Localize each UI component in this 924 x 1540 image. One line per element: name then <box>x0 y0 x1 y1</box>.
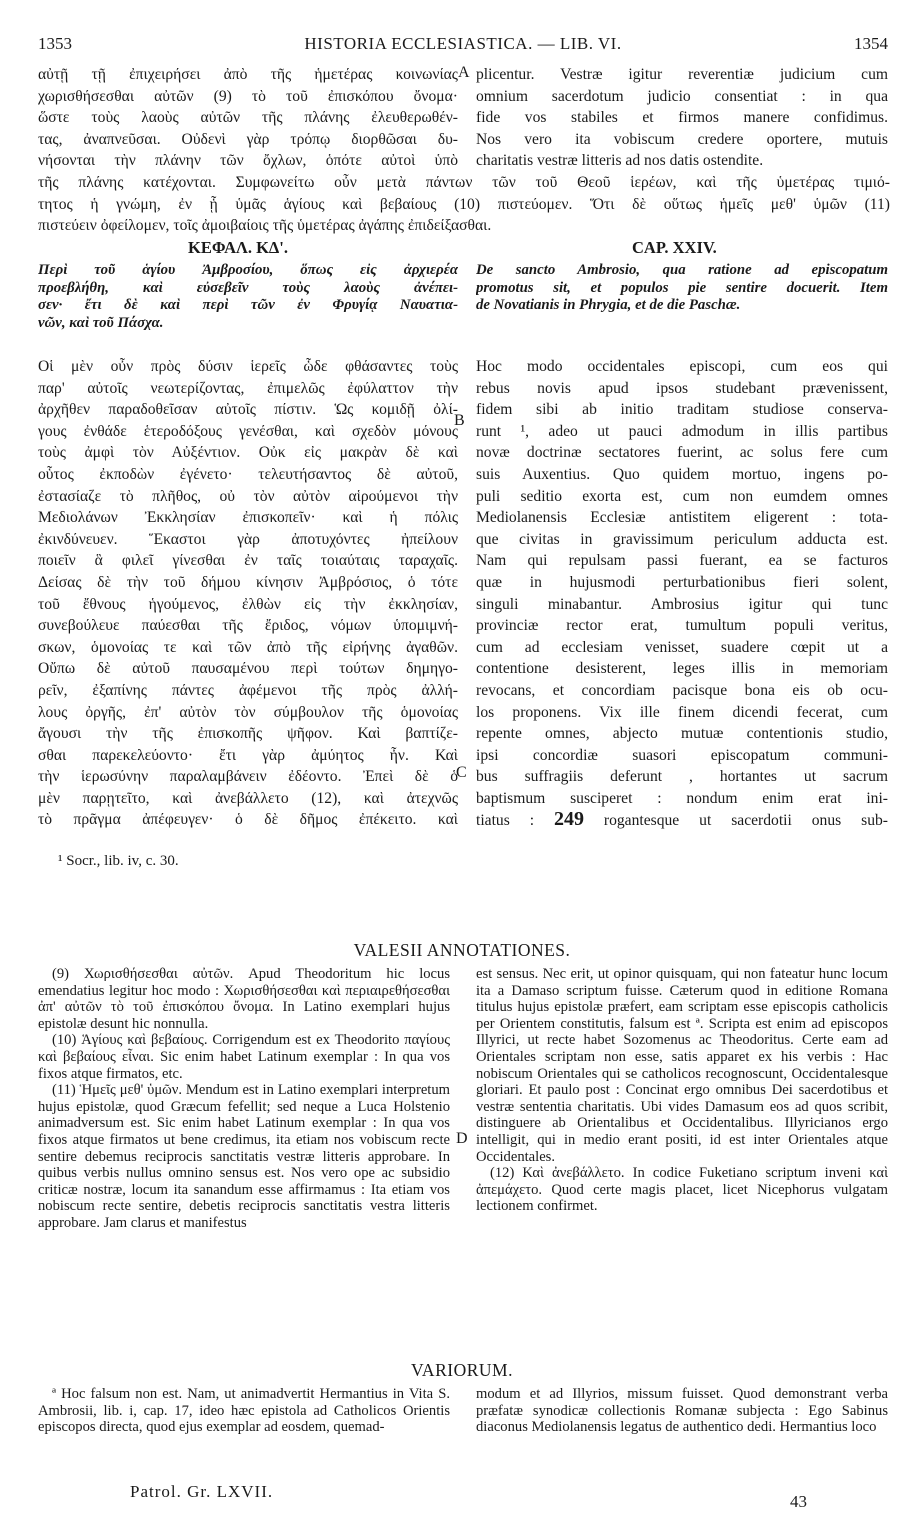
latin-line: Nos vero ita vobiscum credere oportere, mutuis <box>476 130 888 148</box>
footnote: ¹ Socr., lib. iv, c. 30. <box>58 853 179 869</box>
annotation-note: (11) Ἡμεῖς μεθ' ὑμῶν. Mendum est in Latino exemplari interpretum hujus epistolæ, quod Græcum fefellit; sed neque a Luca Holstenio animadversum est. Sic enim habet Latinum exemplar : In qua vos fixos atque firmatos ut bene credimus, ita etiam nos vobiscum recte sentire debemus reciprocis sanctitatis vestræ litteris approbare. In quibus verbis nullus omnino sensus est. Nos vero ope ac subsidio criticæ nostræ, locum ita sanandum esse affirmamus : Ita etiam vos nobiscum recte sentire, debetis reciprocis sanctitatis vestra litteris approbare. Jam clarus et manifestus <box>38 1082 450 1231</box>
variorum-title: VARIORUM. <box>411 1360 513 1380</box>
latin-line: baptismum susciperet : nondum enim erat ini- <box>476 789 888 807</box>
summary-line: σεν· ἔτι δὲ καὶ περὶ τῶν ἐν Φρυγίᾳ Ναυατια- <box>38 297 458 313</box>
latin-line: rebus novis apud ipsos studebant prævenissent, <box>476 379 888 397</box>
greek-body <box>38 356 458 831</box>
latin-line: que civitas in gravissimum periculum adducta est. <box>476 530 888 548</box>
greek-summary <box>38 262 458 332</box>
latin-line: runt ¹, adeo ut pauci admodum in illis partibus <box>476 422 888 440</box>
greek-line: οὗτος ἐκποδὼν ἐγένετο· τελευτήσαντος δὲ αὐτοῦ, <box>38 465 458 483</box>
greek-line: λους ὀργῆς, ἐπ' αὐτὸν τὸν σύμβουλον τῆς ὁμονοίας <box>38 703 458 721</box>
latin-line: cum ad ecclesiam venisset, suadere cœpit ut a <box>476 638 888 656</box>
summary-line: Περὶ τοῦ ἁγίου Ἀμβροσίου, ὅπως εἰς ἀρχιερέα <box>38 262 458 278</box>
greek-line: τὴν ἱερωσύνην παραλαμβάνειν ἐδέοντο. Ἐπεὶ δὲ ὁ <box>38 768 458 786</box>
greek-line: νήσονται τὴν πλάνην τῶν ὄχλων, ὁπότε αὐτοὶ ὑπὸ <box>38 152 458 170</box>
right-column-number: 1354 <box>854 34 888 53</box>
greek-line: ἐστασίαζε τὸ πλῆθος, οὐ τὸν αὐτὸν αἱρούμενοι τὴν <box>38 487 458 505</box>
greek-line: ἀρχῆθεν παραδοθεῖσαν αὐτοῖς πίστιν. Ὡς κομιδῇ ὀλί- <box>38 401 458 419</box>
greek-line: γους ἐνθάδε ἑτεροδόξους γενέσθαι, καὶ σχεδὸν μόνους <box>38 422 458 440</box>
latin-line-end: rogantesque ut sacerdotii onus sub- <box>583 812 888 830</box>
latin-chapter-title: CAP. XXIV. <box>632 238 717 257</box>
greek-line: τῆς πλάνης κατέχονται. Συμφωνείτω οὖν μετὰ πάντων τῶν τοῦ Θεοῦ ἱερέων, καὶ τῆς ὑμετέρας τιμιό- <box>38 174 890 191</box>
latin-line: singuli minabantur. Ambrosius igitur qui tunc <box>476 595 888 613</box>
latin-line <box>476 809 888 832</box>
summary-line: De sancto Ambrosio, qua ratione ad episcopatum <box>476 262 888 278</box>
annotation-note: (10) Ἁγίους καὶ βεβαίους. Corrigendum est ex Theodorito παγίους καὶ βεβαίους εἶναι. Sic enim habet Latinum exemplar : In qua vos fixos atque firmatos, etc. <box>38 1032 450 1082</box>
latin-line: puli seditio exorta est, cum non eumdem omnes <box>476 487 888 505</box>
series-signature: Patrol. Gr. LXVII. <box>130 1482 274 1501</box>
margin-letter-b: B <box>454 412 465 429</box>
latin-line: novæ doctrinæ sectatores fuerint, ac solus fere cum <box>476 444 888 462</box>
latin-line: omnium sacerdotum judicio consentiat : in qua <box>476 87 888 105</box>
latin-line: revocans, et concordiam pacisque bona eis ob ocu- <box>476 681 888 699</box>
latin-line: Mediolanensis Ecclesiæ antistitem eligerent : tota- <box>476 509 888 527</box>
greek-line: τοὺς ἀμφὶ τὸν Αὐξέντιον. Οὐκ εἰς μακρὰν δὲ καὶ <box>38 444 458 462</box>
annotation-note: (12) Καὶ ἀνεβάλλετο. In codice Fuketiano scriptum inveni καὶ ἀπεμάχετο. Quod certe magis placet, licet Nicephorus vulgatam lectionem confirmet. <box>476 1165 888 1215</box>
annotation-note: (9) Χωρισθήσεσθαι αὐτῶν. Apud Theodoritum hic locus emendatius legitur hoc modo : Χωρισθήσεσθαι καὶ περιαιρεθήσεσθαι ἀπ' αὐτῶν τὸ τοῦ ἐπισκόπου ὄνομα. In Latino exemplari hujus epistolæ desunt hic nonnulla. <box>38 966 450 1032</box>
signature-number: 43 <box>790 1492 807 1511</box>
annotation-note: est sensus. Nec erit, ut opinor quisquam, qui non fateatur hunc locum ita a Damaso scriptum fuisse. Cæterum quod in editione Romana titulus hujus epistolæ præfert, eam scriptam esse episcopis catholicis per Orientem constitutis, falsum est ª. Scripta est enim ad episcopos Illyrici, ut recte habet Sozomenus ac Theodoritus. Certe eam ad Orientales scriptam non esse, satis apparet ex his verbis : Hac nobiscum Orientales qui se catholicos recognoscunt, Occidentalesque gloriari. Et paulo post : Concinat ergo omnibus Dei sacerdotibus et vestræ sententia charitatis. Ubi vides Damasum eos ad quos scribit, distinguere ab Orientalibus et Occidentalibus. Illyricianos ergo intelligit, qui in medio erant positi, id est inter Orientales atque Occidentales. <box>476 966 888 1165</box>
margin-letter-a: A <box>458 64 470 81</box>
latin-line: provinciæ rector erat, tumultum populi veritus, <box>476 617 888 635</box>
variorum-note: modum et ad Illyrios, missum fuisset. Quod demonstrant verba præfatæ synodicæ collectionis Romanæ subjecta : Ego Sabinus diaconus Mediolanensis legatus de authentico dedi. Hermantius loco <box>476 1386 888 1436</box>
greek-chapter-title: ΚΕΦΑΛ. ΚΔ'. <box>188 238 288 257</box>
latin-line: fidem sibi ab initio traditam studiose conserva- <box>476 401 888 419</box>
summary-line: de Novatianis in Phrygia, et de die Paschæ. <box>476 297 741 313</box>
latin-line: quæ in hujusmodi perturbationibus fieri solent, <box>476 573 888 591</box>
page-marker: 249 <box>553 809 584 831</box>
left-column-number: 1353 <box>38 34 72 53</box>
latin-line: los proponens. Vix ille finem dicendi fecerat, cum <box>476 703 888 721</box>
latin-line: Hoc modo occidentales episcopi, cum eos qui <box>476 358 888 375</box>
greek-line: ἐκινδύνευεν. Ἕκαστοι γὰρ ἀποτυχόντες ἠπείλουν <box>38 530 458 548</box>
valesii-right-column <box>476 966 888 1215</box>
latin-line: repente omnes, abjecto mutuæ contentionis studio, <box>476 725 888 743</box>
greek-line: χωρισθήσεσθαι αὐτῶν (9) τὸ τοῦ ἐπισκόπου ὄνομα· <box>38 87 458 105</box>
latin-continuation <box>476 64 888 172</box>
greek-line: αὐτῇ τῇ ἐπιχειρήσει ἀπὸ τῆς ἡμετέρας κοινωνίας <box>38 66 458 83</box>
running-title: HISTORIA ECCLESIASTICA. — LIB. VI. <box>304 34 622 53</box>
valesii-left-column <box>38 966 450 1232</box>
variorum-left <box>38 1386 450 1436</box>
greek-line: μὲν παρῃτεῖτο, καὶ ἀνεβάλλετο (12), καὶ ἀτεχνῶς <box>38 789 458 807</box>
summary-line: νῶν, καὶ τοῦ Πάσχα. <box>38 314 164 331</box>
greek-line: τοῦ ἔθνους ἡγούμενος, ἐλθὼν εἰς τὴν ἐκκλησίαν, <box>38 595 458 613</box>
greek-line: συνεβούλευε παύεσθαι τῆς ἔριδος, νόμων ὑπομιμνή- <box>38 617 458 635</box>
greek-line: ρεῖν, ἐξαπίνης πάντες ἀφέμενοι τῆς πρὸς ἀλλή- <box>38 681 458 699</box>
latin-line: plicentur. Vestræ igitur reverentiæ judicium cum <box>476 66 888 83</box>
summary-line: promotus sit, et populos pie sentire docuerit. Item <box>476 279 888 296</box>
greek-line: σκων, ὁμονοίας τε καὶ τῶν ἀπὸ τῆς εἰρήνης ἀγαθῶν. <box>38 638 458 656</box>
latin-line: ipsi concordiæ suasori episcopatum communi- <box>476 746 888 764</box>
latin-line: fide vos stabiles et firmos manere confidimus. <box>476 109 888 127</box>
greek-line: τὸ πρᾶγμα ἀπέφευγεν· ὁ δὲ δῆμος ἐπέκειτο. καὶ <box>38 811 458 829</box>
latin-line: contentione desisterent, leges illis in memoriam <box>476 660 888 678</box>
greek-line: πιστεύειν ὀφείλομεν, τοῖς ἀμοιβαίοις τῆς ὑμετέρας ἀγάπης ἐπιδείξασθαι. <box>38 217 492 235</box>
greek-line: Οὔπω δὲ αὐτοῦ παυσαμένου περὶ τούτων δημηγο- <box>38 660 458 678</box>
greek-line: ὥστε τοὺς λαοὺς αὐτῶν τῆς πλάνης ἐλευθερωθέν- <box>38 109 458 127</box>
margin-letter-c: C <box>456 764 467 781</box>
greek-continuation <box>38 64 458 172</box>
latin-line: charitatis vestræ litteris ad nos datis ostendite. <box>476 152 764 170</box>
variorum-note: ª Hoc falsum non est. Nam, ut animadvertit Hermantius in Vita S. Ambrosii, lib. i, cap. 17, ideo hæc epistola ad Catholicos Orientis episcopos directa, quod ejus exemplar ad eosdem, quemad- <box>38 1386 450 1436</box>
latin-line: suis Auxentius. Quo quidem mortuo, ingens po- <box>476 465 888 483</box>
latin-line-start: tiatus : <box>476 812 554 830</box>
greek-line: παρ' αὐτοῖς νεωτερίζοντας, ἐπιμελῶς ἐφύλαττον τὴν <box>38 379 458 397</box>
margin-letter-d: D <box>456 1130 468 1147</box>
greek-line: ἄγουσι τὴν τῆς ἐπισκοπῆς ψῆφον. Καὶ βαπτίζε- <box>38 725 458 743</box>
variorum-right <box>476 1386 888 1436</box>
greek-full-width <box>38 172 890 237</box>
greek-line: τητος ἡ γνώμη, ἐν ᾗ ὑμᾶς ἁγίους καὶ βεβαίους (10) πιστεύομεν. Ὅτι δὲ οὕτως ἡμεῖς μεθ' ὑμῶν (11) <box>38 195 890 213</box>
latin-body <box>476 356 888 832</box>
running-header <box>38 34 888 58</box>
greek-line: Μεδιολάνων Ἐκκλησίαν ἐπισκοπεῖν· καὶ ἡ πόλις <box>38 509 458 527</box>
latin-line: Nam qui repulsam passi fuerant, ea se facturos <box>476 552 888 570</box>
greek-line: Οἱ μὲν οὖν πρὸς δύσιν ἱερεῖς ὧδε φθάσαντες τοὺς <box>38 358 458 375</box>
valesii-title: VALESII ANNOTATIONES. <box>353 940 571 960</box>
greek-line: Δείσας δὲ τὴν τοῦ δήμου κίνησιν Ἀμβρόσιος, ὁ τότε <box>38 573 458 591</box>
latin-summary <box>476 262 888 315</box>
latin-line: bus suffragiis deferunt , hortantes ut sacrum <box>476 768 888 786</box>
greek-line: τας, ἀναπνεῦσαι. Οὐδενὶ γὰρ τρόπῳ διορθῶσαι δυ- <box>38 130 458 148</box>
greek-line: σθαι παρεκελεύοντο· ἔτι γὰρ ἀμύητος ἦν. Καὶ <box>38 746 458 764</box>
summary-line: προεβλήθη, καὶ εὐσεβεῖν τοὺς λαοὺς ἀνέπει- <box>38 279 458 296</box>
greek-line: ποιεῖν ἃ φιλεῖ γίνεσθαι ἐν ταῖς τοιαύταις ταραχαῖς. <box>38 552 458 570</box>
